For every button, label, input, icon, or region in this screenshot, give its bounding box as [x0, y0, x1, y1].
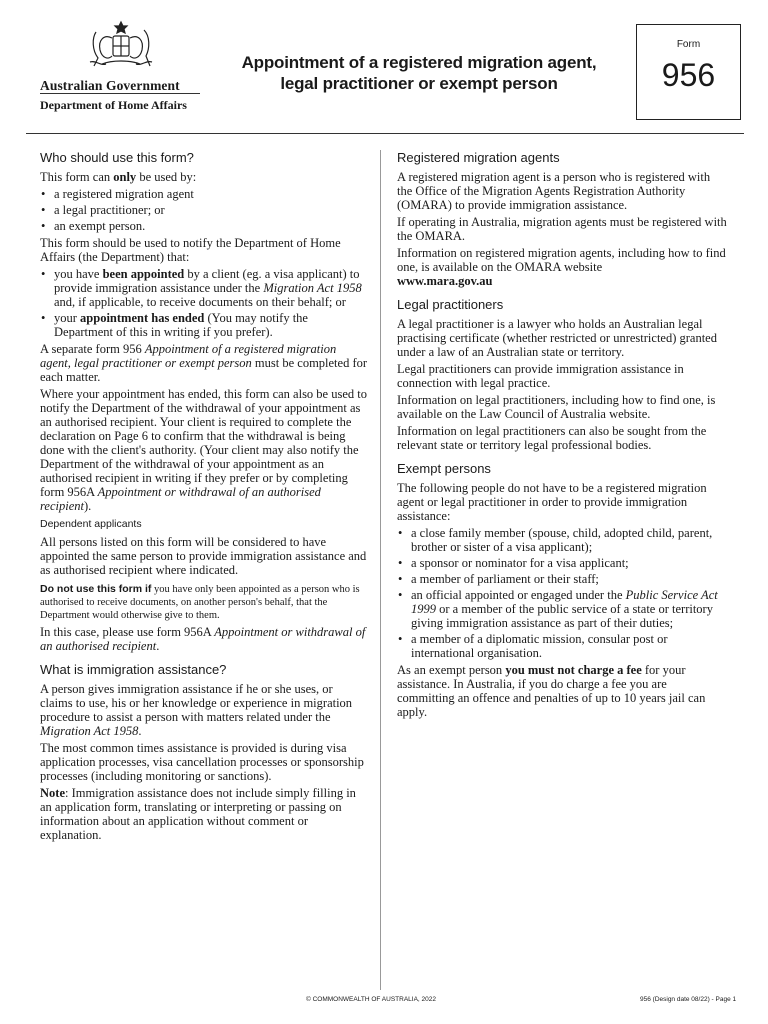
who-intro-bold: only	[113, 170, 137, 184]
department-name: Department of Home Affairs	[40, 98, 187, 112]
text: an official appointed or engaged under the	[411, 588, 626, 602]
list-item	[411, 588, 727, 630]
do-not-use-text	[40, 583, 368, 622]
form-title-line1: Appointment of a registered migration agent,	[241, 53, 597, 72]
form-label: Form	[676, 39, 701, 50]
exempt-intro: The following people do not have to be a registered migration agent or legal practitioner in order to provide immigration assistance:	[397, 481, 707, 523]
agents-p2: If operating in Australia, migration agents must be registered with the OMARA.	[397, 215, 727, 243]
list-item	[54, 267, 368, 309]
list-item: • a legal practitioner; or	[54, 203, 368, 217]
note-label: Note	[40, 786, 65, 800]
text: must be completed for each matter.	[40, 356, 368, 384]
omara-website-link[interactable]: www.mara.gov.au	[397, 274, 493, 288]
government-name: Australian Government	[40, 78, 180, 93]
form-number-box	[636, 24, 741, 120]
right-column	[397, 150, 727, 722]
form-name: Appointment or withdrawal of an authorised recipient	[40, 625, 366, 653]
text: Information on registered migration agents, including how to find one, is available on the OMARA website	[397, 246, 726, 274]
text: A separate form 956	[40, 342, 145, 356]
footer-page-info: 956 (Design date 08/22) - Page 1	[640, 996, 737, 1003]
header-rule	[26, 133, 744, 134]
list-item	[54, 311, 368, 339]
text: .	[156, 639, 160, 653]
text: Where your appointment has ended, this form can also be used to notify the Department of the withdrawal of your appointment as an authorised recipient. Your client is required to complete the declaration on Page 6 to confirm that the withdrawal is being done with the client's authority. (Your client may also notify the Department of the withdrawal of your appointment as an authorised recipient in writing if they prefer or by completing form 956A	[40, 387, 367, 499]
text: : Immigration assistance does not include simply filling in an application form, translating or interpreting or passing on information about an application without comment or explanation.	[40, 786, 356, 842]
text: you have only been appointed as a person who is authorised to receive documents, on another person's behalf, that the Department would otherwise give to them.	[40, 584, 360, 621]
text: by a client (eg. a visa applicant) to provide immigration assistance under the	[54, 267, 360, 295]
who-intro	[40, 170, 368, 184]
text: (You may notify the Department of this in writing if you prefer).	[54, 311, 308, 339]
bold-text: been appointed	[102, 267, 185, 281]
text: As an exempt person	[397, 663, 506, 677]
what-p2: The most common times assistance is provided is during visa application processes, visa cancellation processes or sponsorship processes (including monitoring or sanctions).	[40, 741, 364, 783]
bold-text: appointment has ended	[80, 311, 205, 325]
page-header	[0, 0, 768, 135]
do-not-use-bold: Do not use this form if	[40, 583, 152, 595]
what-note	[40, 786, 368, 842]
exempt-list	[397, 526, 727, 660]
text: ).	[83, 499, 92, 513]
list-item: • a sponsor or nominator for a visa applicant;	[411, 556, 727, 570]
dependent-text: All persons listed on this form will be considered to have appointed the same person to provide immigration assistance and as authorised recipient where indicated.	[40, 535, 367, 577]
act-name: Public Service Act 1999	[411, 588, 718, 616]
text: In this case, please use form 956A	[40, 625, 215, 639]
bold-text: you must not charge a fee	[505, 663, 642, 677]
act-name: Migration Act 1958	[40, 724, 139, 738]
form-name: Appointment of a registered migration agent, legal practitioner or exempt person	[40, 342, 337, 370]
act-name: Migration Act 1958	[263, 281, 362, 295]
exempt-heading: Exempt persons	[397, 461, 491, 476]
what-heading: What is immigration assistance?	[40, 662, 227, 677]
government-rule	[40, 93, 200, 94]
agents-p3	[397, 246, 727, 288]
list-item: • a registered migration agent	[54, 187, 368, 201]
do-not-use-case	[40, 625, 368, 653]
list-item: • a member of a diplomatic mission, consular post or international organisation.	[411, 632, 727, 660]
list-item: • an exempt person.	[54, 219, 368, 233]
who-intro-text-end: be used by:	[136, 170, 197, 184]
agents-heading: Registered migration agents	[397, 150, 560, 165]
form-title	[214, 52, 624, 94]
left-column	[40, 150, 368, 845]
text: your	[54, 311, 81, 325]
text: for your assistance. In Australia, if you do charge a fee you are committing an offence and penalties of up to 10 years jail can apply.	[397, 663, 706, 719]
list-item: • a close family member (spouse, child, adopted child, parent, brother or sister of a visa applicant);	[411, 526, 727, 554]
agents-p1: A registered migration agent is a person who is registered with the Office of the Migration Agents Registration Authority (OMARA) to provide immigration assistance.	[397, 170, 711, 212]
legal-p1: A legal practitioner is a lawyer who holds an Australian legal practising certificate (whether restricted or unrestricted) granted under a law of an Australian state or territory.	[397, 317, 717, 359]
exempt-fee-text	[397, 663, 727, 719]
form-title-line2: legal practitioner or exempt person	[280, 74, 558, 93]
text: and, if applicable, to receive documents on their behalf; or	[54, 295, 346, 309]
dependent-heading: Dependent applicants	[40, 518, 142, 530]
column-divider	[380, 150, 381, 990]
legal-heading: Legal practitioners	[397, 297, 504, 312]
form-number: 956	[661, 57, 716, 93]
coat-of-arms-icon	[82, 20, 160, 72]
footer-copyright: © COMMONWEALTH OF AUSTRALIA, 2022	[306, 996, 436, 1003]
text: or a member of the public service of a state or territory giving immigration assistance as part of their duties;	[411, 602, 713, 630]
separate-form-text	[40, 342, 368, 384]
notify-list	[40, 267, 368, 339]
text: .	[138, 724, 142, 738]
text: you have	[54, 267, 103, 281]
notify-text: This form should be used to notify the Department of Home Affairs (the Department) that:	[40, 236, 341, 264]
who-intro-text: This form can	[40, 170, 114, 184]
legal-p3: Information on legal practitioners, including how to find one, is available on the Law Council of Australia website.	[397, 393, 716, 421]
text: A person gives immigration assistance if he or she uses, or claims to use, his or her knowledge or experience in migration procedure to assist a person with matters related under the	[40, 682, 353, 724]
what-p1	[40, 682, 368, 738]
list-item: • a member of parliament or their staff;	[411, 572, 727, 586]
who-heading: Who should use this form?	[40, 150, 194, 165]
legal-p2: Legal practitioners can provide immigration assistance in connection with legal practice.	[397, 362, 684, 390]
who-list	[40, 187, 368, 233]
appointment-ended-text	[40, 387, 368, 513]
legal-p4: Information on legal practitioners can also be sought from the relevant state or territory legal professional bodies.	[397, 424, 707, 452]
form-name: Appointment or withdrawal of an authorised recipient	[40, 485, 321, 513]
